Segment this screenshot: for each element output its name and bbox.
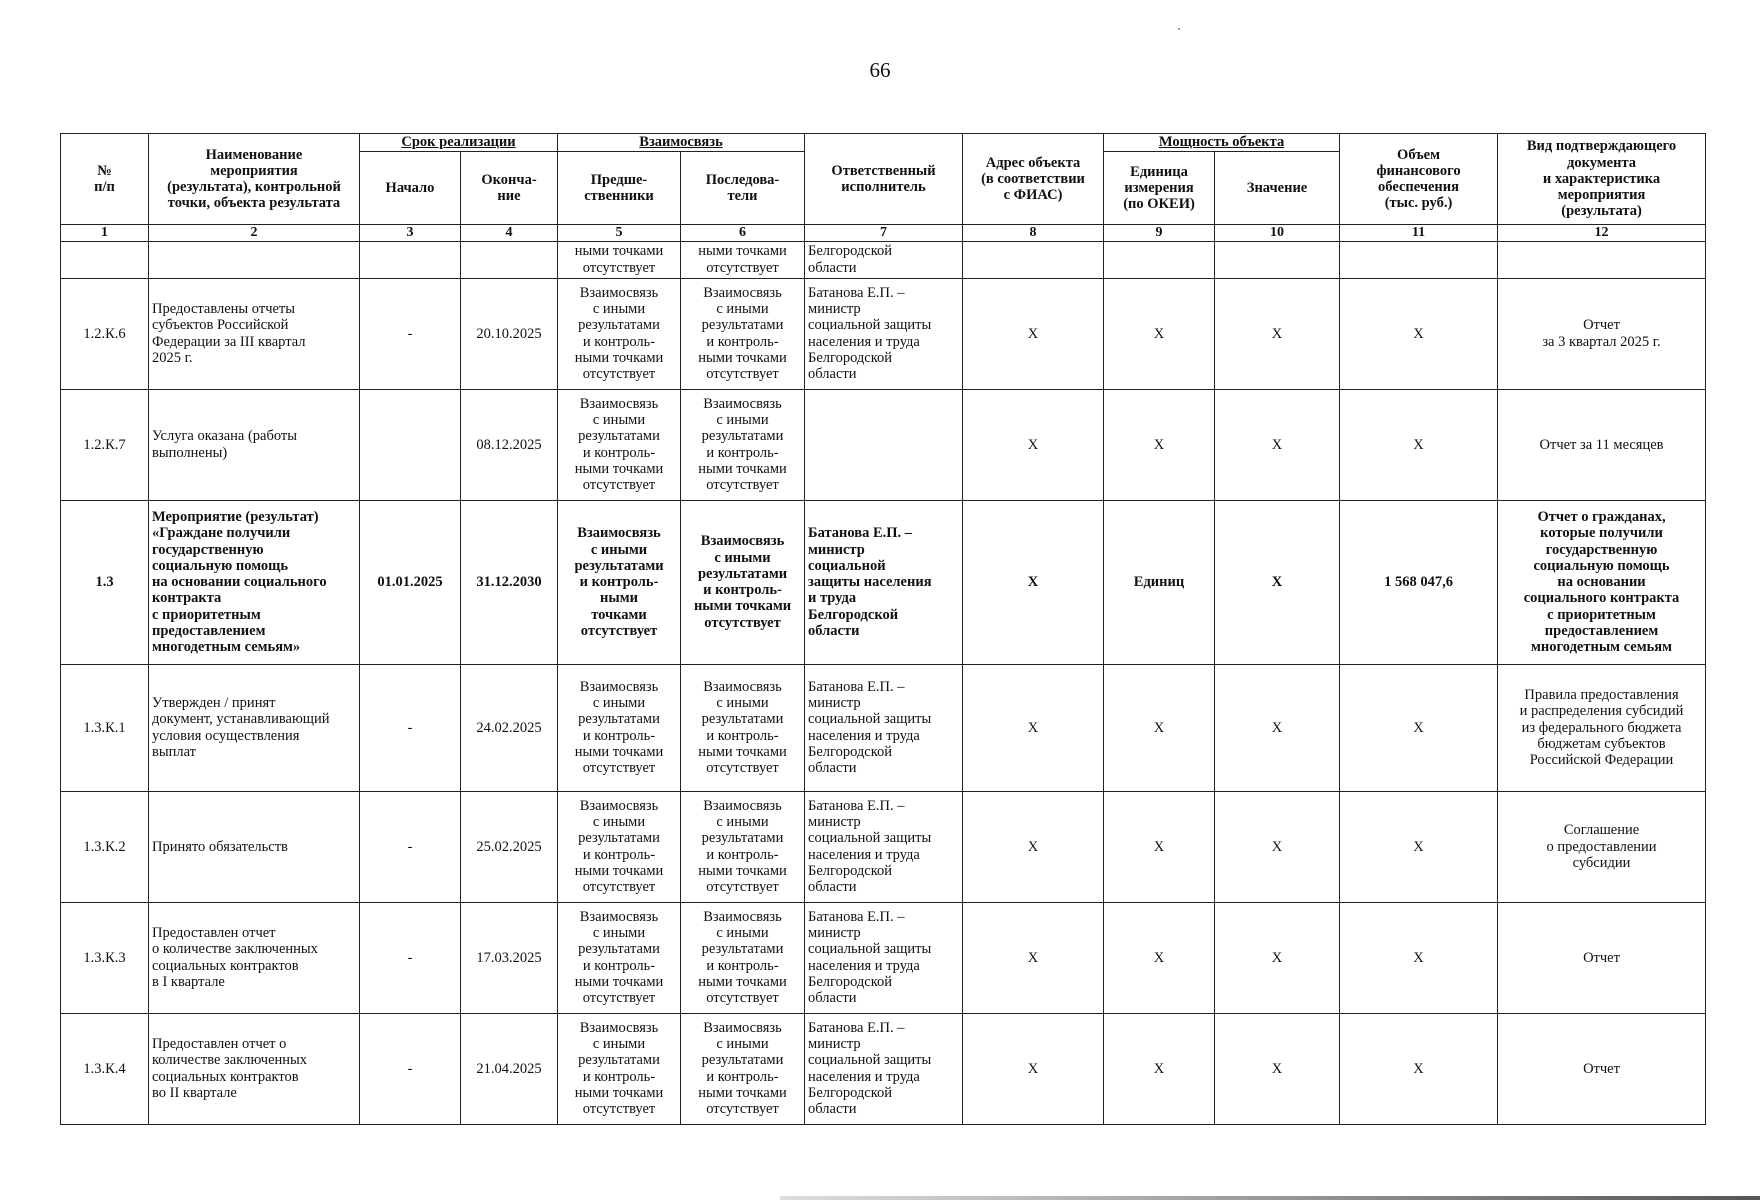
column-numbers-row	[61, 225, 1706, 242]
header-value: Значение	[1215, 152, 1340, 225]
row-end: 08.12.2025	[461, 389, 558, 500]
row-end: 21.04.2025	[461, 1013, 558, 1124]
header-unit: Единица измерения (по ОКЕИ)	[1104, 152, 1215, 225]
row-finance: X	[1340, 902, 1498, 1013]
header-group-link: Взаимосвязь	[558, 134, 805, 152]
row-name: Предоставлены отчеты субъектов Российской Федерации за III квартал 2025 г.	[149, 278, 360, 389]
row-start: -	[360, 278, 461, 389]
row-unit: X	[1104, 1013, 1215, 1124]
row-responsible: Батанова Е.П. – министр социальной защиты населения и труда Белгородской области	[805, 278, 963, 389]
row-responsible	[805, 389, 963, 500]
row-start: -	[360, 664, 461, 791]
row-number: 1.3.К.1	[61, 664, 149, 791]
row-unit: X	[1104, 902, 1215, 1013]
scan-artifact-dot	[1178, 28, 1180, 30]
row-finance: X	[1340, 791, 1498, 902]
row-end: 20.10.2025	[461, 278, 558, 389]
header-document: Вид подтверждающего документа и характеристика мероприятия (результата)	[1498, 134, 1706, 225]
row-value: X	[1215, 664, 1340, 791]
row-responsible: Батанова Е.П. – министр социальной защиты населения и труда Белгородской области	[805, 500, 963, 664]
row-unit: X	[1104, 278, 1215, 389]
row-document: Правила предоставления и распределения субсидий из федерального бюджета бюджетам субъектов Российской Федерации	[1498, 664, 1706, 791]
row-end: 31.12.2030	[461, 500, 558, 664]
row-successors: Взаимосвязь с иными результатами и контроль- ными точками отсутствует	[681, 278, 805, 389]
row-document: Отчет	[1498, 902, 1706, 1013]
row-unit: X	[1104, 664, 1215, 791]
row-name: Утвержден / принят документ, устанавливающий условия осуществления выплат	[149, 664, 360, 791]
activities-table	[60, 133, 1706, 1125]
row-start: -	[360, 1013, 461, 1124]
row-number: 1.3.К.3	[61, 902, 149, 1013]
column-number: 3	[360, 225, 461, 242]
header-responsible: Ответственный исполнитель	[805, 134, 963, 225]
header-number: № п/п	[61, 134, 149, 225]
row-finance	[1340, 241, 1498, 278]
table-row	[61, 241, 1706, 278]
row-end: 17.03.2025	[461, 902, 558, 1013]
table-row	[61, 278, 1706, 389]
header-group-capacity: Мощность объекта	[1104, 134, 1340, 152]
row-value: X	[1215, 278, 1340, 389]
row-predecessors: ными точками отсутствует	[558, 241, 681, 278]
row-document: Отчет о гражданах, которые получили государственную социальную помощь на основании социального контракта с приоритетным предоставлением многодетным семьям	[1498, 500, 1706, 664]
column-number: 7	[805, 225, 963, 242]
row-number: 1.3	[61, 500, 149, 664]
row-value: X	[1215, 791, 1340, 902]
row-name: Предоставлен отчет о количестве заключенных социальных контрактов во II квартале	[149, 1013, 360, 1124]
row-number: 1.2.К.7	[61, 389, 149, 500]
row-name: Мероприятие (результат) «Граждане получили государственную социальную помощь на основании социального контракта с приоритетным предоставлением многодетным семьям»	[149, 500, 360, 664]
row-unit: Единиц	[1104, 500, 1215, 664]
row-predecessors: Взаимосвязь с иными результатами и контроль- ными точками отсутствует	[558, 500, 681, 664]
row-successors: Взаимосвязь с иными результатами и контроль- ными точками отсутствует	[681, 902, 805, 1013]
table-row	[61, 500, 1706, 664]
table-row	[61, 664, 1706, 791]
row-start: -	[360, 902, 461, 1013]
row-responsible: Батанова Е.П. – министр социальной защиты населения и труда Белгородской области	[805, 791, 963, 902]
row-unit: X	[1104, 791, 1215, 902]
table-row	[61, 389, 1706, 500]
column-number: 9	[1104, 225, 1215, 242]
row-start	[360, 389, 461, 500]
row-value	[1215, 241, 1340, 278]
row-end: 24.02.2025	[461, 664, 558, 791]
row-start: 01.01.2025	[360, 500, 461, 664]
row-finance: X	[1340, 1013, 1498, 1124]
row-successors: Взаимосвязь с иными результатами и контроль- ными точками отсутствует	[681, 500, 805, 664]
header-finance: Объем финансового обеспечения (тыс. руб.)	[1340, 134, 1498, 225]
header-end: Оконча- ние	[461, 152, 558, 225]
column-number: 1	[61, 225, 149, 242]
row-address: X	[963, 389, 1104, 500]
row-successors: Взаимосвязь с иными результатами и контроль- ными точками отсутствует	[681, 791, 805, 902]
header-predecessors: Предше- ственники	[558, 152, 681, 225]
row-address: X	[963, 791, 1104, 902]
column-number: 2	[149, 225, 360, 242]
row-value: X	[1215, 500, 1340, 664]
row-value: X	[1215, 389, 1340, 500]
header-successors: Последова- тели	[681, 152, 805, 225]
row-predecessors: Взаимосвязь с иными результатами и контроль- ными точками отсутствует	[558, 389, 681, 500]
row-finance: X	[1340, 664, 1498, 791]
header-group-term: Срок реализации	[360, 134, 558, 152]
row-name	[149, 241, 360, 278]
table-row	[61, 902, 1706, 1013]
row-start	[360, 241, 461, 278]
row-responsible: Белгородской области	[805, 241, 963, 278]
row-unit: X	[1104, 389, 1215, 500]
row-document: Отчет за 11 месяцев	[1498, 389, 1706, 500]
row-name: Предоставлен отчет о количестве заключенных социальных контрактов в I квартале	[149, 902, 360, 1013]
row-address	[963, 241, 1104, 278]
row-name: Услуга оказана (работы выполнены)	[149, 389, 360, 500]
row-predecessors: Взаимосвязь с иными результатами и контроль- ными точками отсутствует	[558, 278, 681, 389]
row-document	[1498, 241, 1706, 278]
row-address: X	[963, 664, 1104, 791]
table-header	[61, 134, 1706, 242]
row-number: 1.2.К.6	[61, 278, 149, 389]
scan-artifact-line	[780, 1196, 1760, 1200]
column-number: 10	[1215, 225, 1340, 242]
row-address: X	[963, 500, 1104, 664]
table-row	[61, 1013, 1706, 1124]
row-predecessors: Взаимосвязь с иными результатами и контроль- ными точками отсутствует	[558, 1013, 681, 1124]
column-number: 12	[1498, 225, 1706, 242]
row-address: X	[963, 278, 1104, 389]
row-responsible: Батанова Е.П. – министр социальной защиты населения и труда Белгородской области	[805, 664, 963, 791]
column-number: 5	[558, 225, 681, 242]
row-address: X	[963, 1013, 1104, 1124]
row-successors: Взаимосвязь с иными результатами и контроль- ными точками отсутствует	[681, 664, 805, 791]
row-name: Принято обязательств	[149, 791, 360, 902]
header-start: Начало	[360, 152, 461, 225]
page-number: 66	[869, 58, 891, 82]
row-unit	[1104, 241, 1215, 278]
row-finance: X	[1340, 278, 1498, 389]
row-finance: 1 568 047,6	[1340, 500, 1498, 664]
row-value: X	[1215, 902, 1340, 1013]
column-number: 11	[1340, 225, 1498, 242]
header-name: Наименование мероприятия (результата), контрольной точки, объекта результата	[149, 134, 360, 225]
row-address: X	[963, 902, 1104, 1013]
column-number: 8	[963, 225, 1104, 242]
row-predecessors: Взаимосвязь с иными результатами и контроль- ными точками отсутствует	[558, 902, 681, 1013]
row-value: X	[1215, 1013, 1340, 1124]
row-finance: X	[1340, 389, 1498, 500]
row-successors: ными точками отсутствует	[681, 241, 805, 278]
row-predecessors: Взаимосвязь с иными результатами и контроль- ными точками отсутствует	[558, 791, 681, 902]
header-address: Адрес объекта (в соответствии с ФИАС)	[963, 134, 1104, 225]
column-number: 4	[461, 225, 558, 242]
row-end: 25.02.2025	[461, 791, 558, 902]
row-end	[461, 241, 558, 278]
row-successors: Взаимосвязь с иными результатами и контроль- ными точками отсутствует	[681, 1013, 805, 1124]
row-number: 1.3.К.4	[61, 1013, 149, 1124]
row-document: Соглашение о предоставлении субсидии	[1498, 791, 1706, 902]
column-number: 6	[681, 225, 805, 242]
row-document: Отчет за 3 квартал 2025 г.	[1498, 278, 1706, 389]
row-successors: Взаимосвязь с иными результатами и контроль- ными точками отсутствует	[681, 389, 805, 500]
row-number: 1.3.К.2	[61, 791, 149, 902]
table-row	[61, 791, 1706, 902]
row-document: Отчет	[1498, 1013, 1706, 1124]
row-number	[61, 241, 149, 278]
row-responsible: Батанова Е.П. – министр социальной защиты населения и труда Белгородской области	[805, 902, 963, 1013]
row-responsible: Батанова Е.П. – министр социальной защиты населения и труда Белгородской области	[805, 1013, 963, 1124]
row-predecessors: Взаимосвязь с иными результатами и контроль- ными точками отсутствует	[558, 664, 681, 791]
row-start: -	[360, 791, 461, 902]
